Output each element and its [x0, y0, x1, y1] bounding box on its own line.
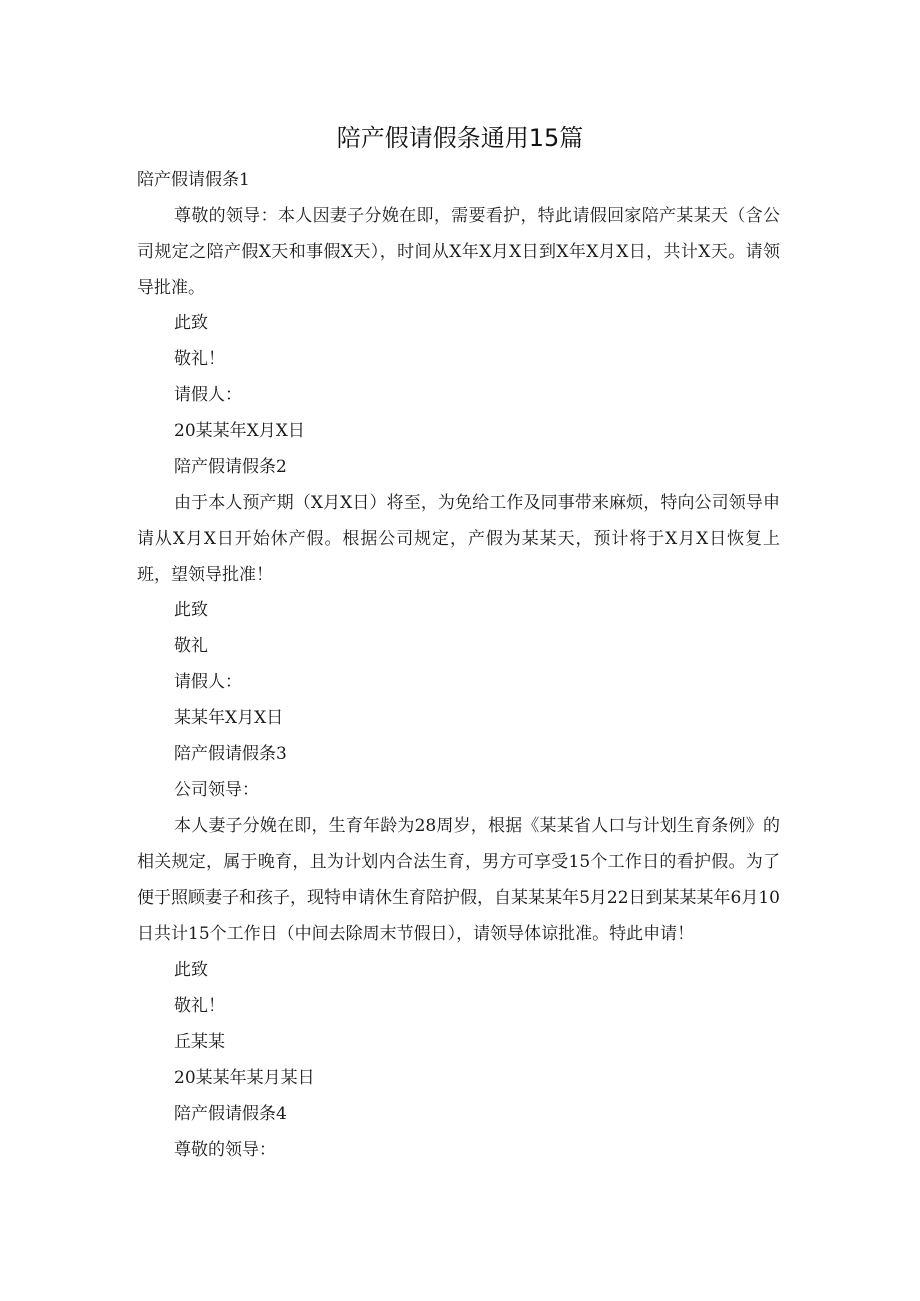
paragraph-3: 本人妻子分娩在即，生育年龄为28周岁，根据《某某省人口与计划生育条例》的相关规定，属于晚育，且为计划内合法生育，男方可享受15个工作日的看护假。为了便于照顾妻子和孩子，现特申请休生育陪护假，自某某某年5月22日到某某某年6月10日共计15个工作日（中间去除周末节假日），请领导体谅批准。特此申请！	[137, 816, 780, 944]
salutation-3: 公司领导：	[174, 780, 259, 800]
closing-jing-li-3: 敬礼！	[174, 996, 225, 1016]
date-line-2: 某某年X月X日	[174, 708, 284, 728]
salutation-4: 尊敬的领导：	[174, 1140, 276, 1160]
closing-ci-zhi-2: 此致	[174, 600, 208, 620]
paragraph-2: 由于本人预产期（X月X日）将至，为免给工作及同事带来麻烦，特向公司领导申请从X月X日开始休产假。根据公司规定，产假为某某天，预计将于X月X日恢复上班，望领导批准！	[137, 493, 780, 585]
closing-ci-zhi-3: 此致	[174, 960, 208, 980]
section-heading-1: 陪产假请假条1	[137, 170, 250, 190]
date-line-1: 20某某年X月X日	[174, 421, 305, 441]
paragraph-1: 尊敬的领导：本人因妻子分娩在即，需要看护，特此请假回家陪产某某天（含公司规定之陪产假X天和事假X天），时间从X年X月X日到X年X月X日，共计X天。请领导批准。	[137, 206, 780, 298]
section-heading-3: 陪产假请假条3	[174, 744, 287, 764]
signature-label-1: 请假人：	[174, 385, 242, 405]
closing-jing-li-2: 敬礼	[174, 636, 208, 656]
closing-jing-li-1: 敬礼！	[174, 349, 225, 369]
signature-label-2: 请假人：	[174, 672, 242, 692]
closing-ci-zhi-1: 此致	[174, 313, 208, 333]
document-title: 陪产假请假条通用15篇	[336, 124, 584, 152]
section-heading-2: 陪产假请假条2	[174, 457, 287, 477]
signature-name-3: 丘某某	[174, 1032, 225, 1052]
date-line-3: 20某某年某月某日	[174, 1068, 315, 1088]
section-heading-4: 陪产假请假条4	[174, 1104, 287, 1124]
